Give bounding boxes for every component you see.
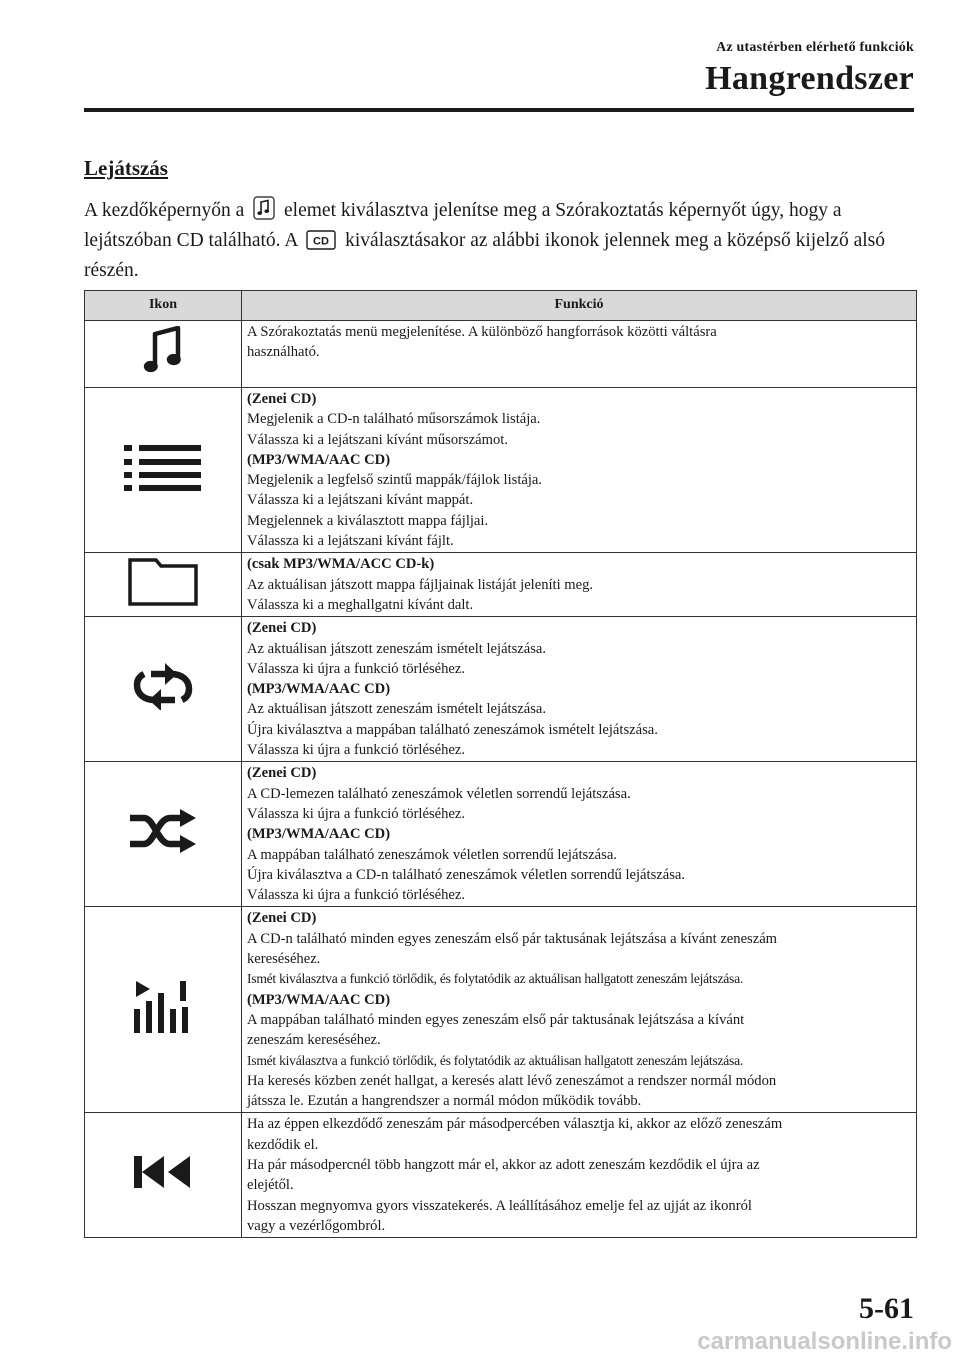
- function-line: A CD-lemezen található zeneszámok véletlen sorrendű lejátszása.: [247, 785, 631, 802]
- function-line: Válassza ki a lejátszani kívánt fájlt.: [247, 533, 454, 550]
- function-line: Az aktuálisan játszott zeneszám ismételt lejátszása.: [247, 640, 547, 657]
- function-line: Válassza ki újra a funkció törléséhez.: [247, 887, 466, 904]
- icon-cell: [85, 388, 242, 553]
- intro-text-1: A kezdőképernyőn a: [84, 200, 245, 221]
- function-line: Válassza ki a meghallgatni kívánt dalt.: [247, 596, 474, 613]
- table-row: [85, 1113, 917, 1238]
- function-line: (MP3/WMA/AAC CD): [247, 826, 391, 843]
- function-cell: [242, 617, 917, 762]
- function-line: A Szórakoztatás menü megjelenítése. A különböző hangforrások közötti váltásra: [247, 324, 717, 340]
- function-line: (csak MP3/WMA/ACC CD-k): [247, 556, 435, 573]
- icon-cell: [85, 617, 242, 762]
- header-function: Funkció: [242, 291, 917, 321]
- function-line: (Zenei CD): [247, 620, 317, 637]
- table-row: [85, 321, 917, 388]
- page-number: 5-61: [859, 1292, 914, 1325]
- skip-back-icon: [132, 1154, 194, 1190]
- table-row: [85, 553, 917, 617]
- function-line: Válassza ki újra a funkció törléséhez.: [247, 742, 466, 759]
- function-line: Újra kiválasztva a CD-n található zeneszámok véletlen sorrendű lejátszása.: [247, 866, 686, 883]
- function-line: használható.: [247, 344, 320, 361]
- icon-function-table: [84, 290, 917, 1238]
- header-divider: [84, 108, 914, 112]
- table-row: [85, 617, 917, 762]
- function-line: Válassza ki újra a funkció törléséhez.: [247, 660, 466, 677]
- inline-music-note-icon: [253, 196, 275, 228]
- function-line: (MP3/WMA/AAC CD): [247, 451, 391, 468]
- function-line: (Zenei CD): [247, 910, 317, 927]
- intro-text-4: kiválasztásakor az alábbi ikonok jelennek meg a: [345, 230, 722, 251]
- table-header-row: [85, 291, 917, 321]
- folder-icon: [128, 558, 198, 606]
- intro-text-5: középső kijelző alsó részén.: [84, 230, 885, 281]
- function-cell: [242, 553, 917, 617]
- function-line: Megjelenik a CD-n található műsorszámok listája.: [247, 411, 541, 428]
- header-icon: Ikon: [85, 291, 242, 321]
- function-line: elejétől.: [247, 1177, 294, 1194]
- function-line: Megjelennek a kiválasztott mappa fájljai.: [247, 512, 489, 529]
- function-line: Ha az éppen elkezdődő zeneszám pár másodpercében választja ki, akkor az előző zeneszám: [247, 1116, 783, 1133]
- function-line: A mappában található minden egyes zeneszám első pár taktusának lejátszása a kívánt: [247, 1011, 745, 1028]
- watermark: carmanualsonline.info: [697, 1328, 952, 1355]
- intro-paragraph: [84, 196, 920, 284]
- cd-icon: [306, 230, 336, 258]
- icon-cell: [85, 321, 242, 388]
- function-cell: [242, 388, 917, 553]
- function-line: (Zenei CD): [247, 765, 317, 782]
- function-line: Hosszan megnyomva gyors visszatekerés. A leállításához emelje fel az ujját az ikonról: [247, 1197, 752, 1214]
- table-row: [85, 762, 917, 907]
- function-cell: [242, 907, 917, 1113]
- shuffle-icon: [128, 809, 198, 853]
- function-cell: [242, 1113, 917, 1238]
- icon-cell: [85, 1113, 242, 1238]
- function-line: vagy a vezérlőgombról.: [247, 1217, 386, 1234]
- icon-cell: [85, 907, 242, 1113]
- function-line: Ha keresés közben zenét hallgat, a keresés alatt lévő zeneszámot a rendszer normál módon: [247, 1072, 777, 1089]
- table-row: [85, 388, 917, 553]
- function-line: Megjelenik a legfelső szintű mappák/fájlok listája.: [247, 472, 543, 489]
- function-line: kezdődik el.: [247, 1136, 319, 1153]
- intro-text-3: hogy a lejátszóban CD található. A: [84, 200, 842, 251]
- function-line: kereséséhez.: [247, 951, 321, 968]
- list-icon: [124, 443, 202, 491]
- function-line: zeneszám kereséséhez.: [247, 1032, 381, 1049]
- function-line: játssza le. Ezután a hangrendszer a normál módon működik tovább.: [247, 1093, 642, 1110]
- repeat-icon: [129, 662, 197, 710]
- function-line: Ha pár másodpercnél több hangzott már el, akkor az adott zeneszám kezdődik el újra az: [247, 1156, 760, 1173]
- section-title: Lejátszás: [84, 156, 168, 180]
- intro-text-2: elemet kiválasztva jelenítse meg a Szórakoztatás képernyőt úgy,: [284, 200, 785, 221]
- music-note-icon: [142, 326, 184, 376]
- table-row: [85, 907, 917, 1113]
- chapter-title: Hangrendszer: [705, 60, 914, 97]
- function-line: Az aktuálisan játszott mappa fájljainak listáját jeleníti meg.: [247, 576, 594, 593]
- icon-cell: [85, 553, 242, 617]
- function-line: Ismét kiválasztva a funkció törlődik, és folytatódik az aktuálisan hallgatott zeneszám lejátszása.: [247, 971, 744, 987]
- function-line: (Zenei CD): [247, 391, 317, 407]
- function-line: Válassza ki a lejátszani kívánt műsorszámot.: [247, 431, 508, 448]
- function-line: A CD-n található minden egyes zeneszám első pár taktusának lejátszása a kívánt zeneszám: [247, 930, 778, 947]
- function-line: (MP3/WMA/AAC CD): [247, 681, 391, 698]
- function-line: Válassza ki a lejátszani kívánt mappát.: [247, 492, 474, 509]
- function-line: Ismét kiválasztva a funkció törlődik, és folytatódik az aktuálisan hallgatott zeneszám lejátszása.: [247, 1052, 744, 1068]
- function-cell: [242, 321, 917, 388]
- function-line: Válassza ki újra a funkció törléséhez.: [247, 805, 466, 822]
- function-cell: [242, 762, 917, 907]
- function-line: A mappában található zeneszámok véletlen sorrendű lejátszása.: [247, 846, 617, 863]
- chapter-subtitle: Az utastérben elérhető funkciók: [716, 40, 914, 55]
- icon-cell: [85, 762, 242, 907]
- function-line: (MP3/WMA/AAC CD): [247, 991, 391, 1008]
- svg-text:CD: CD: [313, 235, 330, 248]
- function-line: Újra kiválasztva a mappában található zeneszámok ismételt lejátszása.: [247, 721, 658, 738]
- scan-icon: [132, 979, 194, 1035]
- function-line: Az aktuálisan játszott zeneszám ismételt lejátszása.: [247, 701, 547, 718]
